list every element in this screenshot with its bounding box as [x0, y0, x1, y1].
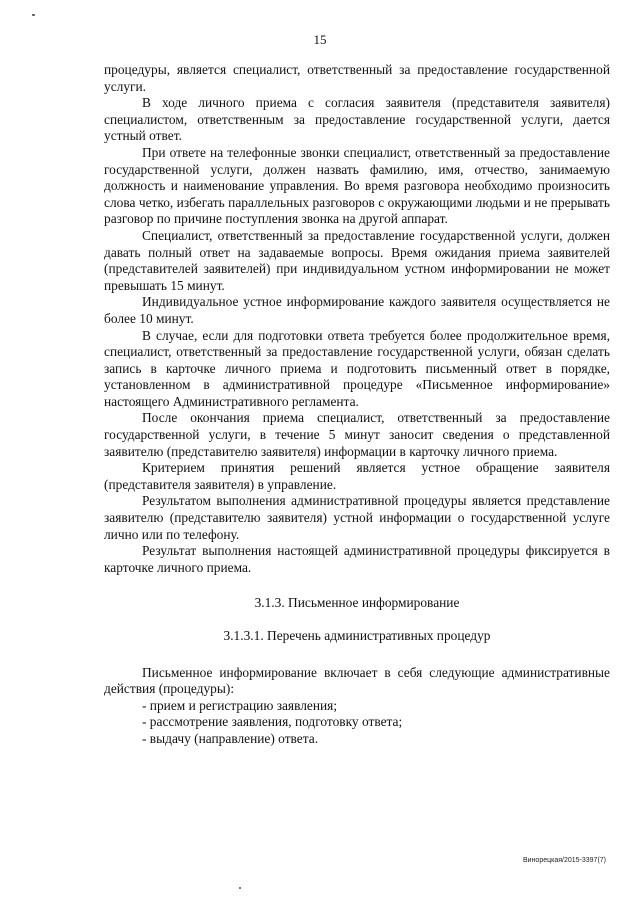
- paragraph: Специалист, ответственный за предоставление государственной услуги, должен давать полный ответ на задаваемые вопросы. Время ожидания приема заявителей (представителей заявителей) при индивидуальном устном информировании не может превышать 15 минут.: [104, 227, 610, 293]
- scan-speck: [239, 887, 241, 889]
- list-item: - прием и регистрацию заявления;: [142, 697, 338, 713]
- subsection-heading: 3.1.3.1. Перечень административных процедур: [223, 628, 491, 643]
- paragraph: После окончания приема специалист, ответственный за предоставление государственной услуги, в течение 5 минут заносит сведения о представленной заявителю (представителю заявителя) информации в карточку личного приема.: [104, 410, 610, 459]
- paragraph: процедуры, является специалист, ответственный за предоставление государственной услуги.: [104, 62, 610, 94]
- paragraph: В ходе личного приема с согласия заявителя (представителя заявителя) специалистом, ответственным за предоставление государственной услуги, дается устный ответ.: [104, 95, 610, 144]
- document-body: [104, 62, 610, 748]
- paragraph: Результат выполнения настоящей административной процедуры фиксируется в карточке личного приема.: [104, 543, 610, 575]
- page-number: 15: [313, 32, 327, 47]
- section-heading: 3.1.3. Письменное информирование: [254, 595, 460, 611]
- paragraph: Результатом выполнения административной процедуры является представление заявителю (представителю заявителя) устной информации о государственной услуге лично или по телефону.: [104, 493, 610, 542]
- paragraph: Критерием принятия решений является устное обращение заявителя (представителя заявителя) в управление.: [104, 460, 610, 492]
- paragraph: В случае, если для подготовки ответа требуется более продолжительное время, специалист, ответственный за предоставление государственной услуги, обязан сделать запись в карточке личного приема и подготовить письменный ответ в порядке, установленном в административной процедуре «Письменное информирование» настоящего Административного регламента.: [104, 327, 610, 409]
- paragraph: Индивидуальное устное информирование каждого заявителя осуществляется не более 10 минут.: [104, 294, 610, 326]
- footer-document-code: Винорецкая/2015-3397(7): [522, 857, 606, 864]
- list-item: - выдачу (направление) ответа.: [142, 730, 319, 746]
- list-item: - рассмотрение заявления, подготовку ответа;: [142, 714, 403, 730]
- list-intro: Письменное информирование включает в себя следующие административные действия (процедуры):: [104, 664, 610, 697]
- scan-speck: [32, 14, 35, 16]
- paragraph: При ответе на телефонные звонки специалист, ответственный за предоставление государственной услуги, должен назвать фамилию, имя, отчество, занимаемую должность и наименование управления. Во время разговора необходимо произносить слова четко, избегать параллельных разговоров с окружающими людьми и не прерывать разговор по причине поступления звонка на другой аппарат.: [104, 144, 610, 227]
